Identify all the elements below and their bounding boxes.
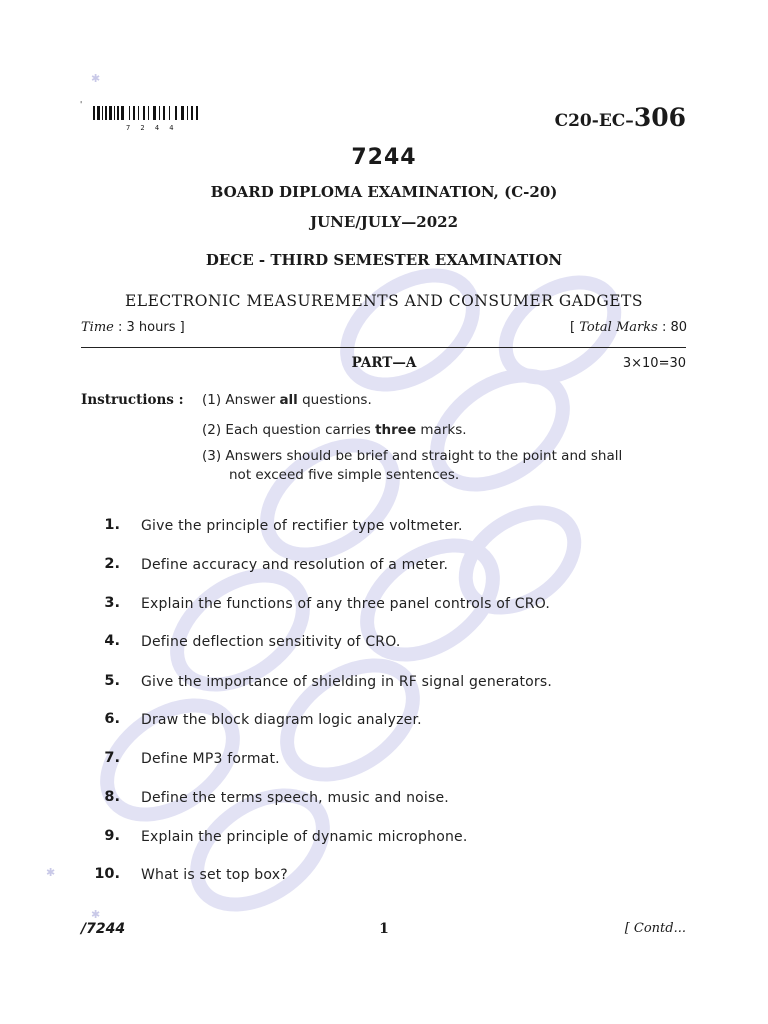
question-number: 9. xyxy=(104,828,120,844)
part-marks: 3×10=30 xyxy=(622,356,686,371)
instruction-item: (1) Answer all questions. xyxy=(202,392,372,408)
question-text: Define MP3 format. xyxy=(141,751,280,767)
question-text: Define deflection sensitivity of CRO. xyxy=(141,634,401,650)
total-value: : 80 xyxy=(661,320,687,335)
question-text: Give the principle of rectifier type voltmeter. xyxy=(141,518,463,534)
paper-number: 7244 xyxy=(351,145,417,170)
question-number: 5. xyxy=(104,673,120,689)
page-number: 1 xyxy=(379,921,389,937)
paper-code-prefix: C20-EC– xyxy=(554,111,634,131)
question-text: What is set top box? xyxy=(141,867,288,883)
total-open: [ xyxy=(570,320,580,335)
question-number: 10. xyxy=(94,866,120,882)
watermark-star-icon: ✱ xyxy=(91,908,101,921)
watermark-star-icon: ✱ xyxy=(91,72,101,85)
question-number: 1. xyxy=(104,517,120,533)
part-title: PART—A xyxy=(351,355,417,371)
question-number: 6. xyxy=(104,711,120,727)
subject-title: ELECTRONIC MEASUREMENTS AND CONSUMER GADGETS xyxy=(124,292,643,310)
exam-session: JUNE/JULY—2022 xyxy=(309,213,459,231)
question-text: Define the terms speech, music and noise. xyxy=(141,790,449,806)
semester-title: DECE - THIRD SEMESTER EXAMINATION xyxy=(205,251,563,269)
board-title: BOARD DIPLOMA EXAMINATION, (C-20) xyxy=(210,183,558,201)
watermark-star-icon: ✱ xyxy=(46,866,56,879)
instructions-label: Instructions : xyxy=(81,392,184,408)
question-text: Explain the functions of any three panel controls of CRO. xyxy=(141,596,550,612)
divider xyxy=(81,347,686,348)
time-label: Time xyxy=(81,320,114,335)
instruction-item: (3) Answers should be brief and straight to the point and shall not exceed five simple sentences. xyxy=(202,448,623,483)
paper-code-number: 306 xyxy=(633,103,686,132)
time-value: : 3 hours ] xyxy=(118,320,185,335)
barcode-mark: ' xyxy=(80,100,83,109)
question-number: 7. xyxy=(104,750,120,766)
time-allowed xyxy=(81,320,185,335)
instruction-item: (2) Each question carries three marks. xyxy=(202,422,467,438)
question-text: Explain the principle of dynamic microphone. xyxy=(141,829,468,845)
question-text: Draw the block diagram logic analyzer. xyxy=(141,712,422,728)
question-text: Define accuracy and resolution of a meter. xyxy=(141,557,449,573)
footer-paper-code: /7244 xyxy=(81,921,126,937)
question-number: 3. xyxy=(104,595,120,611)
question-number: 2. xyxy=(104,556,120,572)
paper-code xyxy=(555,103,686,132)
continued-note: [ Contd... xyxy=(624,921,686,936)
barcode-digits: 7 2 4 4 xyxy=(126,124,177,132)
question-number: 8. xyxy=(104,789,120,805)
question-number: 4. xyxy=(104,633,120,649)
barcode-icon xyxy=(93,106,199,124)
total-marks xyxy=(570,320,687,335)
question-text: Give the importance of shielding in RF signal generators. xyxy=(141,674,553,690)
total-label: Total Marks xyxy=(579,320,658,335)
